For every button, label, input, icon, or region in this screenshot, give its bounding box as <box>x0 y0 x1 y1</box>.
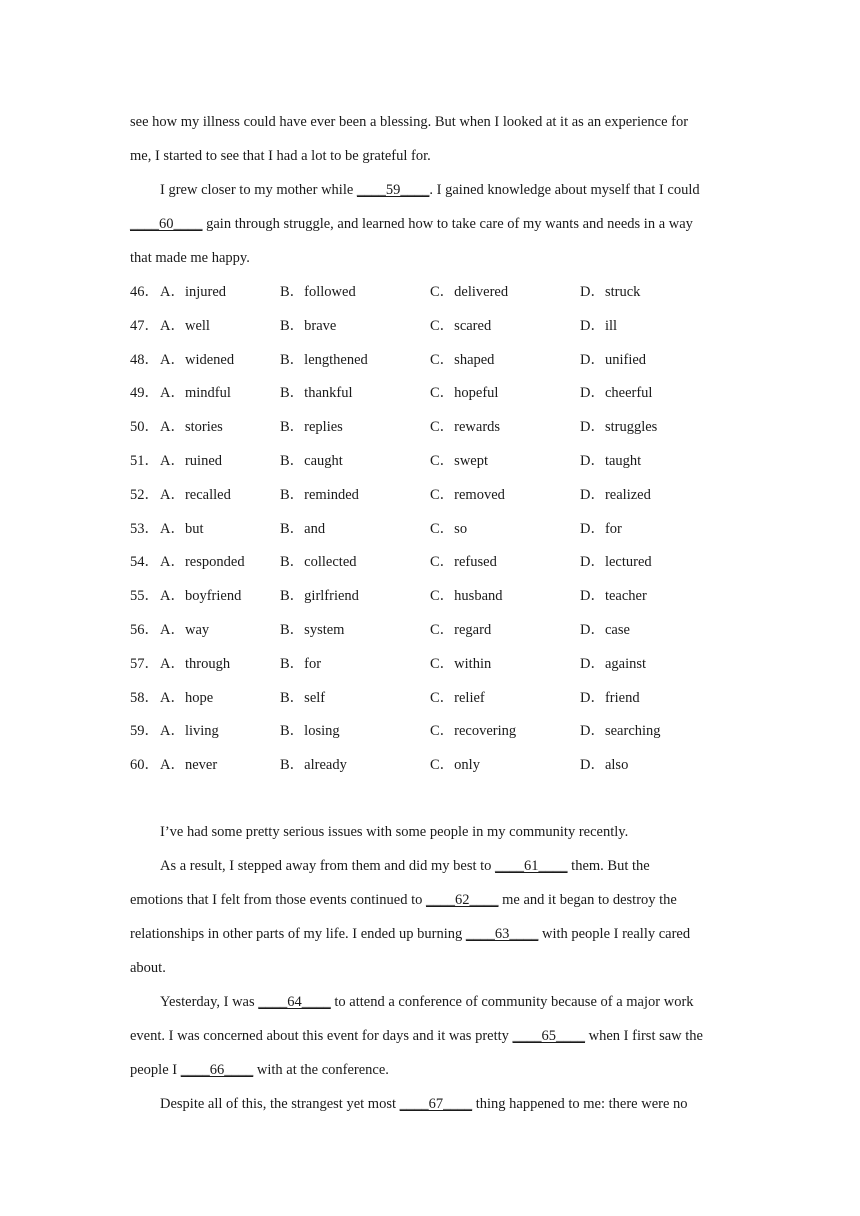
passage2-line: about. <box>130 960 166 976</box>
option-b: B．brave <box>280 317 337 334</box>
passage2-line: Yesterday, I was ____64____ to attend a conference of community because of a major work <box>160 994 694 1010</box>
option-c: C．so <box>430 520 468 537</box>
option-d: D．ill <box>580 317 618 334</box>
option-b: B．reminded <box>280 486 359 503</box>
option-c: C．regard <box>430 622 492 638</box>
blank-65: ____65____ <box>512 1028 586 1044</box>
option-a: A．way <box>160 622 210 638</box>
question-row <box>130 654 740 674</box>
option-b: B．collected <box>280 554 357 571</box>
option-d: D．searching <box>580 723 661 740</box>
option-a: A．through <box>160 655 231 672</box>
question-row <box>130 688 740 708</box>
blank-60: ____60____ <box>130 216 203 232</box>
option-b: B．for <box>280 655 322 672</box>
option-d: D．friend <box>580 689 640 706</box>
option-a: A．well <box>160 317 210 334</box>
option-a: A．responded <box>160 554 245 571</box>
option-a: A．stories <box>160 419 223 436</box>
question-number: 56． <box>130 622 159 638</box>
option-b: B．caught <box>280 453 343 469</box>
passage1-line: me, I started to see that I had a lot to be grateful for. <box>130 148 431 164</box>
option-b: B．losing <box>280 723 340 740</box>
blank-61: ____61____ <box>495 858 568 874</box>
option-c: C．only <box>430 757 480 774</box>
passage2-line: people I ____66____ with at the conference. <box>130 1062 389 1078</box>
option-c: C．within <box>430 655 492 672</box>
option-b: B．already <box>280 757 347 774</box>
option-c: C．removed <box>430 486 505 503</box>
option-a: A．widened <box>160 351 235 368</box>
option-d: D．cheerful <box>580 385 653 402</box>
option-c: C．recovering <box>430 723 517 740</box>
passage1-line: ____60____ gain through struggle, and learned how to take care of my wants and needs in a way <box>130 216 693 232</box>
question-number: 51． <box>130 453 159 469</box>
option-d: D．against <box>580 655 647 672</box>
question-number: 50． <box>130 419 159 436</box>
option-b: B．followed <box>280 284 356 300</box>
option-a: A．but <box>160 520 204 537</box>
option-a: A．injured <box>160 284 227 300</box>
passage1-line: I grew closer to my mother while ____59____. I gained knowledge about myself that I could <box>160 182 700 198</box>
option-b: B．girlfriend <box>280 588 359 605</box>
blank-64: ____64____ <box>258 994 331 1010</box>
question-row <box>130 586 740 606</box>
question-row <box>130 316 740 336</box>
option-d: D．lectured <box>580 554 652 571</box>
option-d: D．also <box>580 757 629 774</box>
option-b: B．lengthened <box>280 351 368 368</box>
option-b: B．thankful <box>280 385 353 402</box>
question-number: 58． <box>130 689 159 706</box>
passage2-line: emotions that I felt from those events continued to ____62____ me and it began to destroy the <box>130 892 677 908</box>
question-row <box>130 451 740 471</box>
question-row <box>130 383 740 403</box>
option-c: C．scared <box>430 317 492 334</box>
question-row <box>130 721 740 741</box>
question-number: 48． <box>130 351 159 368</box>
option-d: D．for <box>580 520 622 537</box>
option-a: A．ruined <box>160 453 223 469</box>
question-number: 57． <box>130 655 159 672</box>
option-b: B．replies <box>280 419 343 436</box>
option-c: C．delivered <box>430 284 509 300</box>
question-row <box>130 519 740 539</box>
option-c: C．hopeful <box>430 385 499 402</box>
option-a: A．boyfriend <box>160 588 242 605</box>
question-number: 52． <box>130 486 159 503</box>
option-d: D．taught <box>580 453 642 469</box>
question-number: 59． <box>130 723 159 740</box>
option-a: A．mindful <box>160 385 231 402</box>
option-a: A．hope <box>160 689 214 706</box>
question-number: 54． <box>130 554 159 571</box>
blank-62: ____62____ <box>425 892 499 908</box>
option-c: C．swept <box>430 453 488 469</box>
option-b: B．and <box>280 520 326 537</box>
option-c: C．rewards <box>430 419 501 436</box>
option-b: B．self <box>280 689 326 706</box>
question-number: 60． <box>130 757 159 774</box>
blank-67: ____67____ <box>399 1096 473 1112</box>
option-d: D．teacher <box>580 588 647 605</box>
question-row <box>130 282 740 302</box>
passage2-line: relationships in other parts of my life. I ended up burning ____63____ with people I really cared <box>130 926 691 942</box>
option-c: C．husband <box>430 588 503 605</box>
passage1-line: see how my illness could have ever been a blessing. But when I looked at it as an experience for <box>130 114 689 130</box>
question-row <box>130 755 740 775</box>
blank-59: ____59____ <box>356 182 430 198</box>
passage2-line: I’ve had some pretty serious issues with some people in my community recently. <box>160 824 629 840</box>
question-row <box>130 485 740 505</box>
question-number: 46． <box>130 284 159 300</box>
question-row <box>130 350 740 370</box>
option-a: A．never <box>160 757 218 774</box>
question-number: 47． <box>130 317 159 334</box>
passage2-line: Despite all of this, the strangest yet most ____67____ thing happened to me: there were no <box>160 1096 688 1112</box>
option-c: C．relief <box>430 689 485 706</box>
question-number: 55． <box>130 588 159 605</box>
passage2-line: event. I was concerned about this event for days and it was pretty ____65____ when I first saw the <box>130 1028 703 1044</box>
option-d: D．struggles <box>580 419 658 436</box>
question-number: 53． <box>130 520 159 537</box>
question-row <box>130 417 740 437</box>
question-row <box>130 620 740 640</box>
option-d: D．case <box>580 622 630 638</box>
option-d: D．unified <box>580 351 647 368</box>
blank-66: ____66____ <box>180 1062 254 1078</box>
blank-63: ____63____ <box>465 926 539 942</box>
option-b: B．system <box>280 622 345 638</box>
option-a: A．recalled <box>160 486 231 503</box>
option-d: D．struck <box>580 284 641 300</box>
passage1-line: that made me happy. <box>130 250 250 266</box>
option-c: C．refused <box>430 554 497 571</box>
question-row <box>130 552 740 572</box>
option-a: A．living <box>160 723 219 740</box>
passage2-line: As a result, I stepped away from them and did my best to ____61____ them. But the <box>160 858 650 874</box>
option-d: D．realized <box>580 486 651 503</box>
option-c: C．shaped <box>430 351 495 368</box>
question-number: 49． <box>130 385 159 402</box>
